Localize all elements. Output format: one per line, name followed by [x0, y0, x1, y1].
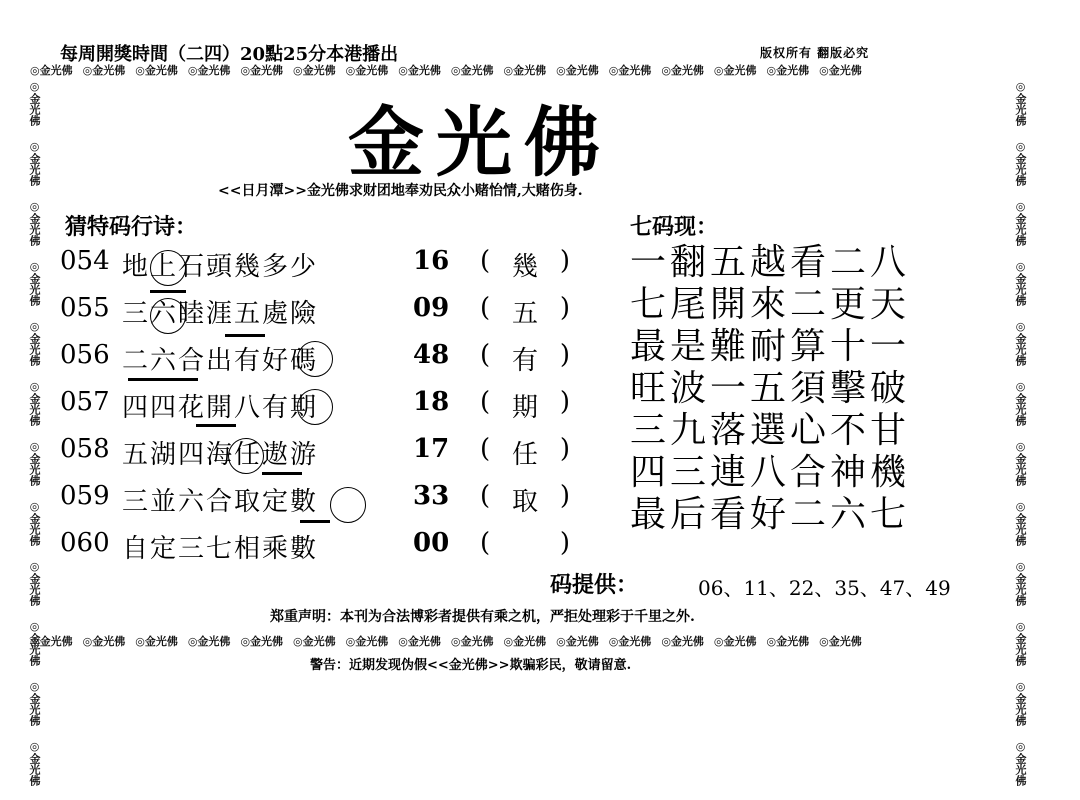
decorative-stamp: ◎金光佛: [345, 64, 389, 77]
circle-mark: [150, 250, 186, 286]
page-title: 金光佛: [348, 98, 612, 187]
answer-bracket: [480, 434, 570, 471]
underline-mark: [262, 472, 302, 475]
warning-text: 警告：近期发现伪假<<金光佛>>欺骗彩民，敬请留意.: [310, 658, 632, 673]
circle-mark: [150, 298, 186, 334]
open-paren: (: [480, 387, 491, 417]
decorative-stamp: ◎金光佛: [28, 140, 41, 186]
underline-mark: [150, 290, 186, 293]
decorative-stamp: ◎金光佛: [766, 635, 810, 648]
answer-bracket: [480, 481, 570, 518]
decorative-stamp: ◎金光佛: [661, 635, 704, 648]
issue-number: 059: [60, 481, 110, 511]
decorative-stamp: ◎金光佛: [608, 64, 652, 77]
decorative-stamp: ◎金光佛: [1014, 740, 1027, 786]
decorative-stamp: ◎金光佛: [345, 635, 389, 648]
poem-line: 二六合出有好碼: [122, 346, 319, 376]
decorative-stamp: ◎金光佛: [1014, 140, 1027, 186]
poem-heading: 猜特码行诗：: [65, 214, 198, 240]
decorative-stamp: ◎金光佛: [28, 320, 41, 366]
seven-code-line: 最是難耐算十一: [630, 326, 911, 367]
decorative-stamp: ◎金光佛: [30, 64, 73, 77]
decorative-stamp: ◎金光佛: [398, 635, 441, 648]
issue-number: 060: [60, 528, 110, 558]
slogan-text: <<日月潭>>金光佛求财团地奉劝民众小赌怡情,大赌伤身.: [218, 183, 583, 199]
answer-bracket: [480, 528, 570, 558]
open-paren: (: [480, 434, 491, 464]
answer-bracket: [480, 340, 570, 377]
result-code: 33: [413, 481, 450, 511]
answer-char: 幾: [511, 252, 538, 282]
decorative-border-top: [30, 62, 1040, 78]
open-paren: (: [480, 481, 491, 511]
circle-mark: [330, 487, 366, 523]
decorative-stamp: ◎金光佛: [28, 560, 41, 606]
underline-mark: [196, 424, 236, 427]
decorative-stamp: ◎金光佛: [28, 80, 41, 126]
circle-mark: [297, 341, 333, 377]
result-code: 18: [413, 387, 450, 417]
answer-bracket: [480, 246, 570, 283]
schedule-text: 每周開獎時間（二四）20點25分本港播出: [60, 44, 399, 65]
seven-code-line: 七尾開來二更天: [630, 284, 911, 325]
decorative-stamp: ◎金光佛: [28, 380, 41, 426]
decorative-stamp: ◎金光佛: [1014, 380, 1027, 426]
copyright-text: 版权所有 翻版必究: [760, 46, 870, 60]
poem-line: 三並六合取定數: [122, 487, 319, 517]
decorative-stamp: ◎金光佛: [28, 200, 41, 246]
poem-line: 三六睦涯五處險: [122, 299, 319, 329]
decorative-stamp: ◎金光佛: [1014, 440, 1027, 486]
disclaimer-text: 郑重声明：本刊为合法博彩者提供有乘之机，严拒处理彩于千里之外.: [270, 609, 695, 625]
answer-char: 五: [511, 299, 538, 329]
open-paren: (: [480, 528, 491, 558]
answer-char: 任: [511, 440, 538, 470]
result-code: 17: [413, 434, 450, 464]
answer-char: 取: [511, 487, 538, 517]
result-code: 00: [413, 528, 450, 558]
open-paren: (: [480, 340, 491, 370]
decorative-stamp: ◎金光佛: [28, 500, 41, 546]
seven-code-heading: 七码现：: [630, 214, 719, 240]
provide-numbers: 06、11、22、35、47、49: [698, 576, 951, 600]
decorative-stamp: ◎金光佛: [30, 635, 73, 648]
circle-mark: [228, 438, 264, 474]
decorative-stamp: ◎金光佛: [28, 620, 41, 666]
decorative-stamp: ◎金光佛: [1014, 80, 1027, 126]
seven-code-line: 旺波一五須擊破: [630, 368, 911, 409]
decorative-border-left: [26, 80, 42, 786]
decorative-stamp: ◎金光佛: [135, 64, 178, 77]
seven-code-line: 四三連八合神機: [630, 452, 911, 493]
decorative-stamp: ◎金光佛: [398, 64, 441, 77]
decorative-stamp: ◎金光佛: [293, 635, 336, 648]
decorative-stamp: ◎金光佛: [819, 64, 862, 77]
decorative-stamp: ◎金光佛: [556, 64, 599, 77]
decorative-stamp: ◎金光佛: [766, 64, 810, 77]
seven-code-poem: [630, 242, 910, 536]
decorative-stamp: ◎金光佛: [135, 635, 178, 648]
underline-mark: [225, 334, 265, 337]
decorative-stamp: ◎金光佛: [82, 64, 126, 77]
decorative-stamp: ◎金光佛: [661, 64, 704, 77]
decorative-stamp: ◎金光佛: [1014, 680, 1027, 726]
issue-number: 056: [60, 340, 110, 370]
decorative-stamp: ◎金光佛: [503, 635, 547, 648]
close-paren: ): [559, 387, 570, 417]
close-paren: ): [559, 481, 570, 511]
decorative-stamp: ◎金光佛: [82, 635, 126, 648]
underline-mark: [300, 520, 330, 523]
decorative-stamp: ◎金光佛: [28, 440, 41, 486]
decorative-stamp: ◎金光佛: [187, 635, 231, 648]
poem-line: 地上石頭幾多少: [122, 252, 319, 282]
poem-line: 自定三七相乘數: [122, 534, 319, 564]
decorative-stamp: ◎金光佛: [1014, 320, 1027, 366]
provide-label: 码提供：: [550, 572, 639, 598]
close-paren: ): [559, 434, 570, 464]
decorative-border-bottom: [30, 633, 1040, 649]
decorative-stamp: ◎金光佛: [28, 680, 41, 726]
open-paren: (: [480, 293, 491, 323]
result-code: 48: [413, 340, 450, 370]
decorative-stamp: ◎金光佛: [240, 635, 284, 648]
close-paren: ): [559, 246, 570, 276]
answer-bracket: [480, 293, 570, 330]
close-paren: ): [559, 340, 570, 370]
decorative-stamp: ◎金光佛: [1014, 500, 1027, 546]
issue-number: 054: [60, 246, 110, 276]
decorative-stamp: ◎金光佛: [713, 64, 757, 77]
decorative-stamp: ◎金光佛: [240, 64, 284, 77]
seven-code-line: 三九落選心不甘: [630, 410, 911, 451]
decorative-stamp: ◎金光佛: [556, 635, 599, 648]
decorative-stamp: ◎金光佛: [819, 635, 862, 648]
result-code: 16: [413, 246, 450, 276]
answer-char: 有: [511, 346, 538, 376]
issue-number: 055: [60, 293, 110, 323]
decorative-stamp: ◎金光佛: [1014, 200, 1027, 246]
decorative-stamp: ◎金光佛: [450, 64, 494, 77]
decorative-stamp: ◎金光佛: [1014, 260, 1027, 306]
decorative-stamp: ◎金光佛: [503, 64, 547, 77]
decorative-stamp: ◎金光佛: [187, 64, 231, 77]
circle-mark: [297, 389, 333, 425]
decorative-stamp: ◎金光佛: [1014, 560, 1027, 606]
issue-number: 058: [60, 434, 110, 464]
open-paren: (: [480, 246, 491, 276]
underline-mark: [128, 378, 198, 381]
seven-code-line: 最后看好二六七: [630, 494, 911, 535]
result-code: 09: [413, 293, 450, 323]
decorative-stamp: ◎金光佛: [28, 260, 41, 306]
decorative-stamp: ◎金光佛: [450, 635, 494, 648]
answer-char: 期: [511, 393, 538, 423]
answer-bracket: [480, 387, 570, 424]
close-paren: ): [559, 293, 570, 323]
decorative-stamp: ◎金光佛: [1014, 620, 1027, 666]
decorative-stamp: ◎金光佛: [293, 64, 336, 77]
decorative-stamp: ◎金光佛: [713, 635, 757, 648]
issue-number: 057: [60, 387, 110, 417]
decorative-stamp: ◎金光佛: [608, 635, 652, 648]
seven-code-line: 一翻五越看二八: [630, 242, 911, 283]
decorative-border-right: [1010, 80, 1028, 786]
close-paren: ): [559, 528, 570, 558]
decorative-stamp: ◎金光佛: [28, 740, 41, 786]
poem-line: 五湖四海任遨游: [122, 440, 319, 470]
poem-line: 四四花開八有期: [122, 393, 319, 423]
